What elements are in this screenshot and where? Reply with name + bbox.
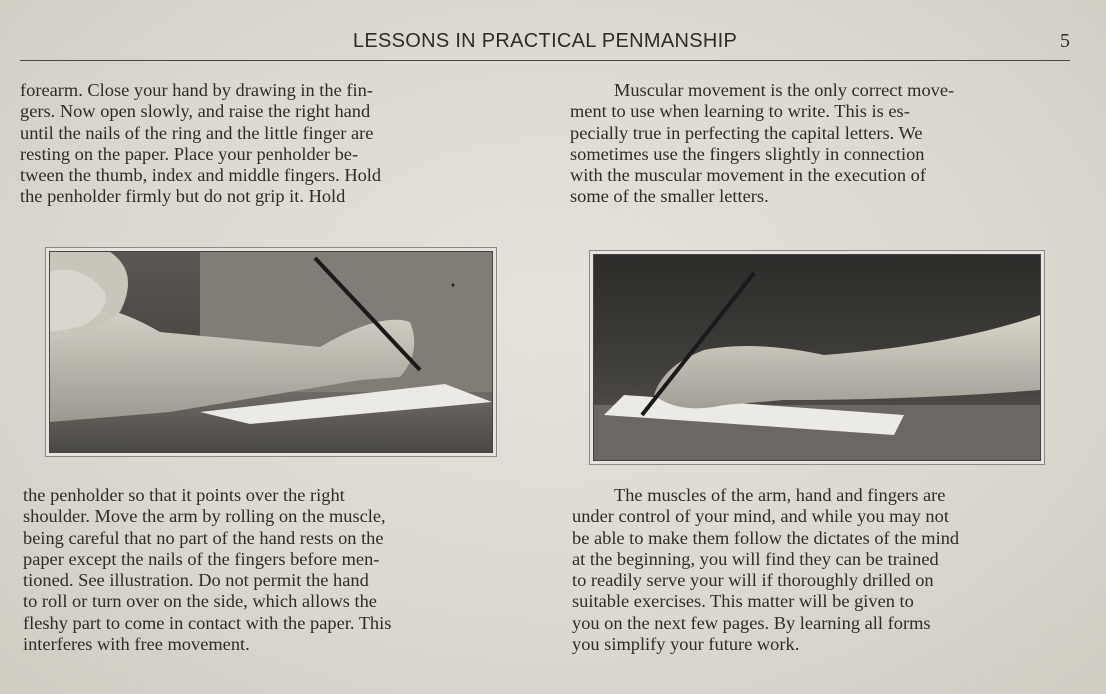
paragraph-top-right: Muscular movement is the only correct move- ment to use when learning to write. This is es- pecially true in perfecting the capital letters. We sometimes use the fingers slightly in connection with the muscular movement in the execution of some of the smaller letters. [570,80,955,207]
photo-right-illustration [594,255,1040,460]
running-title: LESSONS IN PRACTICAL PENMANSHIP [352,30,738,52]
photo-arm-writing-front-view [593,254,1041,461]
photo-arm-writing-side-view [49,251,493,453]
page-number: 5 [1060,30,1070,52]
photo-left-illustration [50,252,492,452]
page-header [20,30,1070,61]
paragraph-bottom-left: the penholder so that it points over the right shoulder. Move the arm by rolling on the muscle, being careful that no part of the hand rests on the paper except the nails of the fingers before men- tioned. See illustration. Do not permit the hand to roll or turn over on the side, which allows the fleshy part to come in contact with the paper. This interferes with free movement. [23,485,392,655]
paragraph-bottom-right: The muscles of the arm, hand and fingers are under control of your mind, and while you may not be able to make them follow the dictates of the mind at the beginning, you will find they can be trained to readily serve your will if thoroughly drilled on suitable exercises. This matter will be given to you on the next few pages. By learning all forms you simplify your future work. [572,485,960,655]
paragraph-top-left: forearm. Close your hand by drawing in the fin- gers. Now open slowly, and raise the right hand until the nails of the ring and the little finger are resting on the paper. Place your penholder be- tween the thumb, index and middle fingers. Hold the penholder firmly but do not grip it. Hold [20,80,382,207]
